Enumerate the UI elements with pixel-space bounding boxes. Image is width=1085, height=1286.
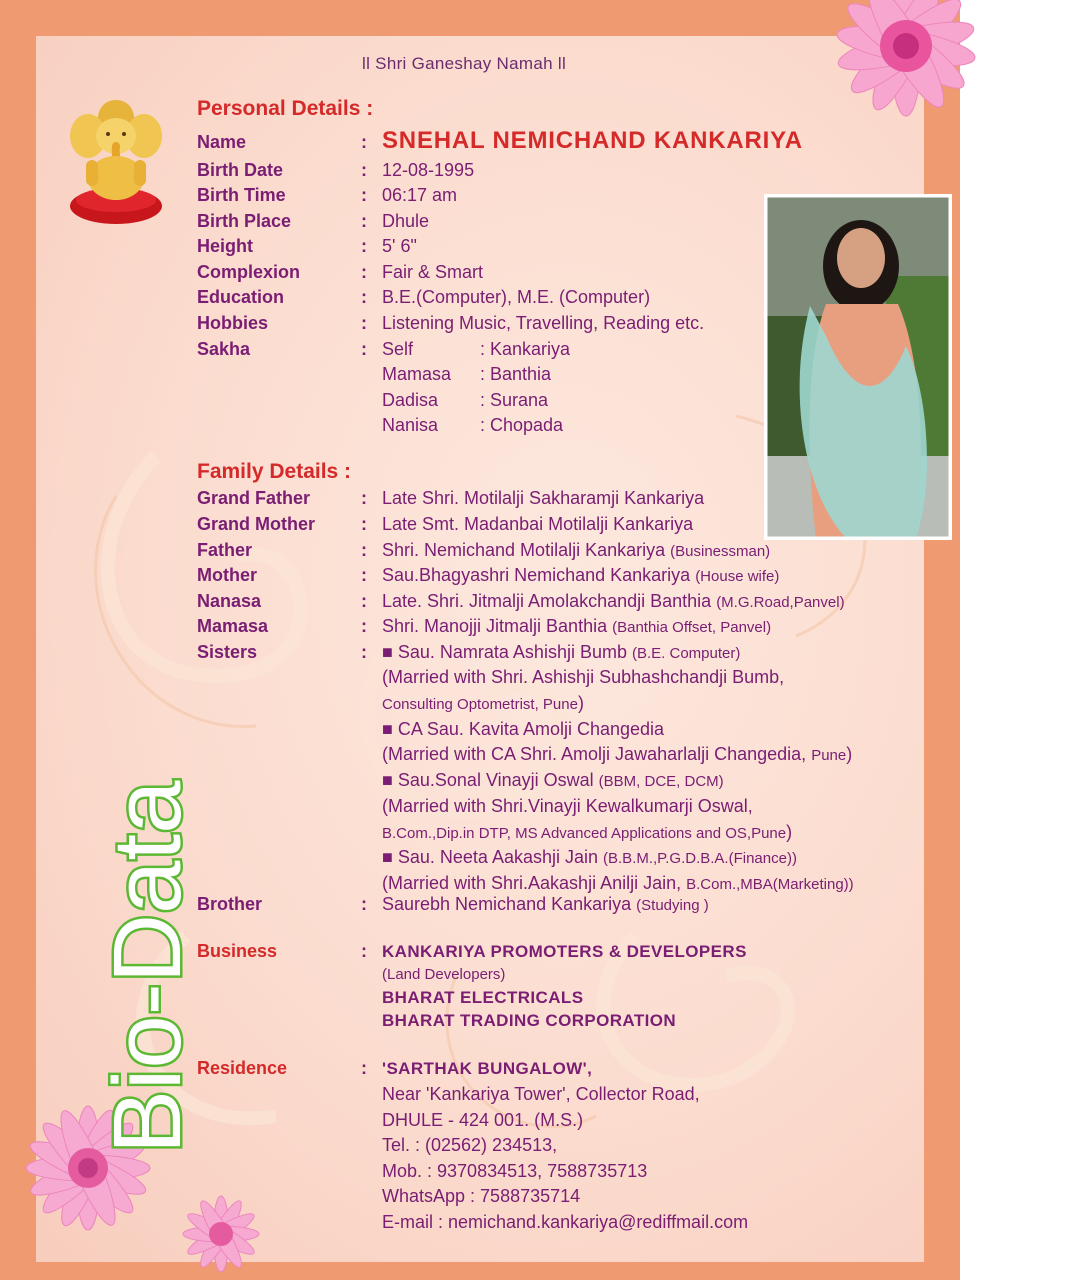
education-value: B.E.(Computer), M.E. (Computer): [382, 287, 651, 307]
sister-2-married: (Married with CA Shri. Amolji Jawaharlalji Changedia, Pune): [382, 744, 853, 764]
education-label: Education: [197, 287, 285, 307]
colon: :: [361, 211, 367, 231]
sister-1-name: ■ Sau. Namrata Ashishji Bumb (B.E. Computer): [382, 642, 741, 662]
business-line-2: (Land Developers): [382, 966, 506, 983]
colon: :: [361, 565, 367, 585]
brother-label: Brother: [197, 894, 263, 914]
colon: :: [361, 941, 367, 961]
sakha-row-dadisa: Dadisa : Surana: [382, 390, 549, 410]
biodata-sheet: [36, 36, 924, 1262]
birth-date-value: 12-08-1995: [382, 160, 475, 180]
mother-value: Sau.Bhagyashri Nemichand Kankariya (House wife): [382, 565, 780, 585]
sakha-label: Sakha: [197, 339, 251, 359]
colon: :: [361, 1058, 367, 1078]
residence-line-2: Near 'Kankariya Tower', Collector Road,: [382, 1084, 700, 1104]
mother-label: Mother: [197, 565, 257, 585]
grand-mother-value: Late Smt. Madanbai Motilalji Kankariya: [382, 514, 694, 534]
nanasa-value: Late. Shri. Jitmalji Amolakchandji Banthia (M.G.Road,Panvel): [382, 591, 845, 611]
residence-label: Residence: [197, 1058, 288, 1078]
sister-4-married: (Married with Shri.Aakashji Anilji Jain, B.Com.,MBA(Marketing)): [382, 873, 854, 893]
residence-line-1: 'SARTHAK BUNGALOW',: [382, 1059, 593, 1078]
grand-father-value: Late Shri. Motilalji Sakharamji Kankariya: [382, 488, 705, 508]
brother-value: Saurebh Nemichand Kankariya (Studying ): [382, 894, 709, 914]
sakha-row-mamasa: Mamasa : Banthia: [382, 364, 552, 384]
residence-line-3: DHULE - 424 001. (M.S.): [382, 1110, 584, 1130]
colon: :: [361, 339, 367, 359]
complexion-value: Fair & Smart: [382, 262, 484, 282]
residence-line-6: WhatsApp : 7588735714: [382, 1186, 581, 1206]
grand-mother-label: Grand Mother: [197, 514, 316, 534]
height-label: Height: [197, 236, 253, 256]
hobbies-label: Hobbies: [197, 313, 269, 333]
birth-time-value: 06:17 am: [382, 185, 458, 205]
sister-3-detail: B.Com.,Dip.in DTP, MS Advanced Applications and OS,Pune): [382, 822, 793, 842]
residence-line-4: Tel. : (02562) 234513,: [382, 1135, 558, 1155]
personal-details-heading: Personal Details :: [197, 97, 374, 120]
colon: :: [361, 132, 367, 152]
ganesh-mantra: ll Shri Ganeshay Namah ll: [362, 54, 567, 73]
bio-data-title: Bio-Data: [94, 780, 201, 1154]
colon: :: [361, 262, 367, 282]
colon: :: [361, 287, 367, 307]
business-line-3: BHARAT ELECTRICALS: [382, 988, 584, 1007]
colon: :: [361, 514, 367, 534]
hobbies-value: Listening Music, Travelling, Reading etc.: [382, 313, 705, 333]
sakha-row-self: Self : Kankariya: [382, 339, 571, 359]
sister-4-name: ■ Sau. Neeta Aakashji Jain (B.B.M.,P.G.D.B.A.(Finance)): [382, 847, 797, 867]
business-line-1: KANKARIYA PROMOTERS & DEVELOPERS: [382, 942, 747, 961]
name-value: SNEHAL NEMICHAND KANKARIYA: [382, 127, 803, 154]
residence-line-5: Mob. : 9370834513, 7588735713: [382, 1161, 648, 1181]
profile-photo: [764, 194, 952, 540]
birth-place-value: Dhule: [382, 211, 430, 231]
ganesha-idol-image: [64, 94, 168, 226]
business-line-4: BHARAT TRADING CORPORATION: [382, 1011, 677, 1030]
height-value: 5' 6": [382, 236, 417, 256]
colon: :: [361, 313, 367, 333]
name-label: Name: [197, 132, 247, 152]
mamasa-value: Shri. Manojji Jitmalji Banthia (Banthia Offset, Panvel): [382, 616, 772, 636]
colon: :: [361, 488, 367, 508]
colon: :: [361, 540, 367, 560]
complexion-label: Complexion: [197, 262, 301, 282]
birth-place-label: Birth Place: [197, 211, 292, 231]
sister-3-married: (Married with Shri.Vinayji Kewalkumarji Oswal,: [382, 796, 753, 816]
birth-date-label: Birth Date: [197, 160, 284, 180]
bio-data-vertical-title: [94, 676, 201, 1176]
colon: :: [361, 160, 367, 180]
colon: :: [361, 591, 367, 611]
sisters-label: Sisters: [197, 642, 258, 662]
grand-father-label: Grand Father: [197, 488, 311, 508]
birth-time-label: Birth Time: [197, 185, 286, 205]
sister-2-name: ■ CA Sau. Kavita Amolji Changedia: [382, 719, 665, 739]
colon: :: [361, 236, 367, 256]
colon: :: [361, 642, 367, 662]
colon: :: [361, 894, 367, 914]
father-label: Father: [197, 540, 253, 560]
residence-line-7: E-mail : nemichand.kankariya@rediffmail.com: [382, 1212, 749, 1232]
mamasa-label: Mamasa: [197, 616, 269, 636]
sister-1-married: (Married with Shri. Ashishji Subhashchandji Bumb,: [382, 667, 785, 687]
colon: :: [361, 616, 367, 636]
sister-3-name: ■ Sau.Sonal Vinayji Oswal (BBM, DCE, DCM): [382, 770, 724, 790]
father-value: Shri. Nemichand Motilalji Kankariya (Businessman): [382, 540, 771, 560]
business-label: Business: [197, 941, 278, 961]
pink-gerbera-flower: [756, 0, 966, 216]
pink-gerbera-flower: [166, 1186, 276, 1276]
family-details-heading: Family Details :: [197, 460, 352, 483]
sakha-row-nanisa: Nanisa : Chopada: [382, 415, 564, 435]
colon: :: [361, 185, 367, 205]
sister-1-detail: Consulting Optometrist, Pune): [382, 693, 584, 713]
nanasa-label: Nanasa: [197, 591, 262, 611]
